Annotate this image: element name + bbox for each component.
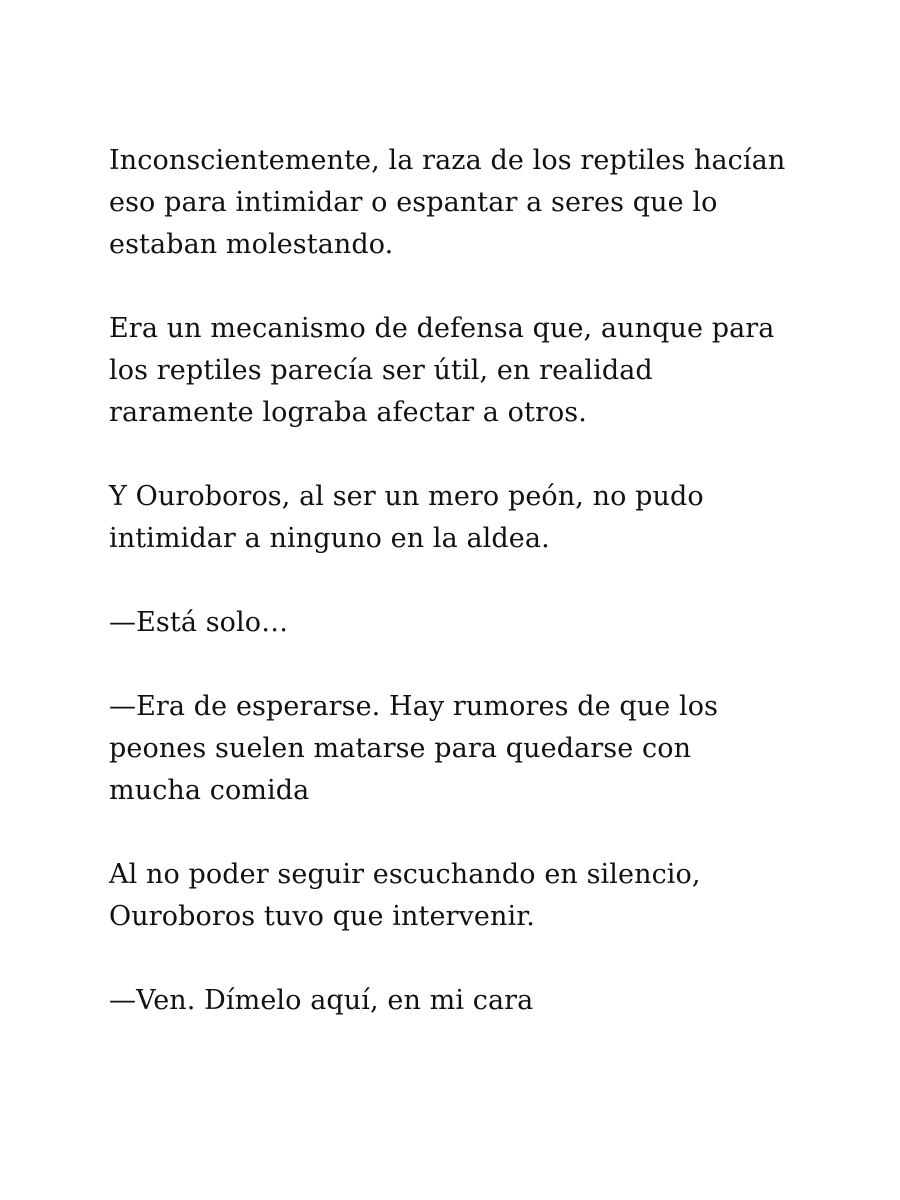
text-line: Era un mecanismo de defensa que, aunque para: [109, 313, 775, 344]
text-line: Y Ouroboros, al ser un mero peón, no pudo: [109, 481, 704, 512]
text-line: —Está solo…: [109, 607, 289, 638]
text-line: —Era de esperarse. Hay rumores de que los: [109, 691, 719, 722]
paragraph: [109, 476, 829, 560]
text-line: mucha comida: [109, 775, 310, 806]
text-line: estaban molestando.: [109, 229, 394, 260]
document-page: [109, 140, 829, 1064]
text-line: Inconscientemente, la raza de los reptiles hacían: [109, 145, 786, 176]
text-line: Ouroboros tuvo que intervenir.: [109, 901, 535, 932]
text-line: —Ven. Dímelo aquí, en mi cara: [109, 985, 534, 1016]
text-line: peones suelen matarse para quedarse con: [109, 733, 692, 764]
paragraph: [109, 854, 829, 938]
dialogue-paragraph: [109, 980, 829, 1022]
text-line: Al no poder seguir escuchando en silencio,: [109, 859, 701, 890]
dialogue-paragraph: [109, 686, 829, 812]
text-line: raramente lograba afectar a otros.: [109, 397, 587, 428]
text-line: intimidar a ninguno en la aldea.: [109, 523, 550, 554]
text-line: eso para intimidar o espantar a seres que lo: [109, 187, 718, 218]
paragraph: [109, 308, 829, 434]
paragraph: [109, 140, 829, 266]
dialogue-paragraph: [109, 602, 829, 644]
text-line: los reptiles parecía ser útil, en realidad: [109, 355, 653, 386]
